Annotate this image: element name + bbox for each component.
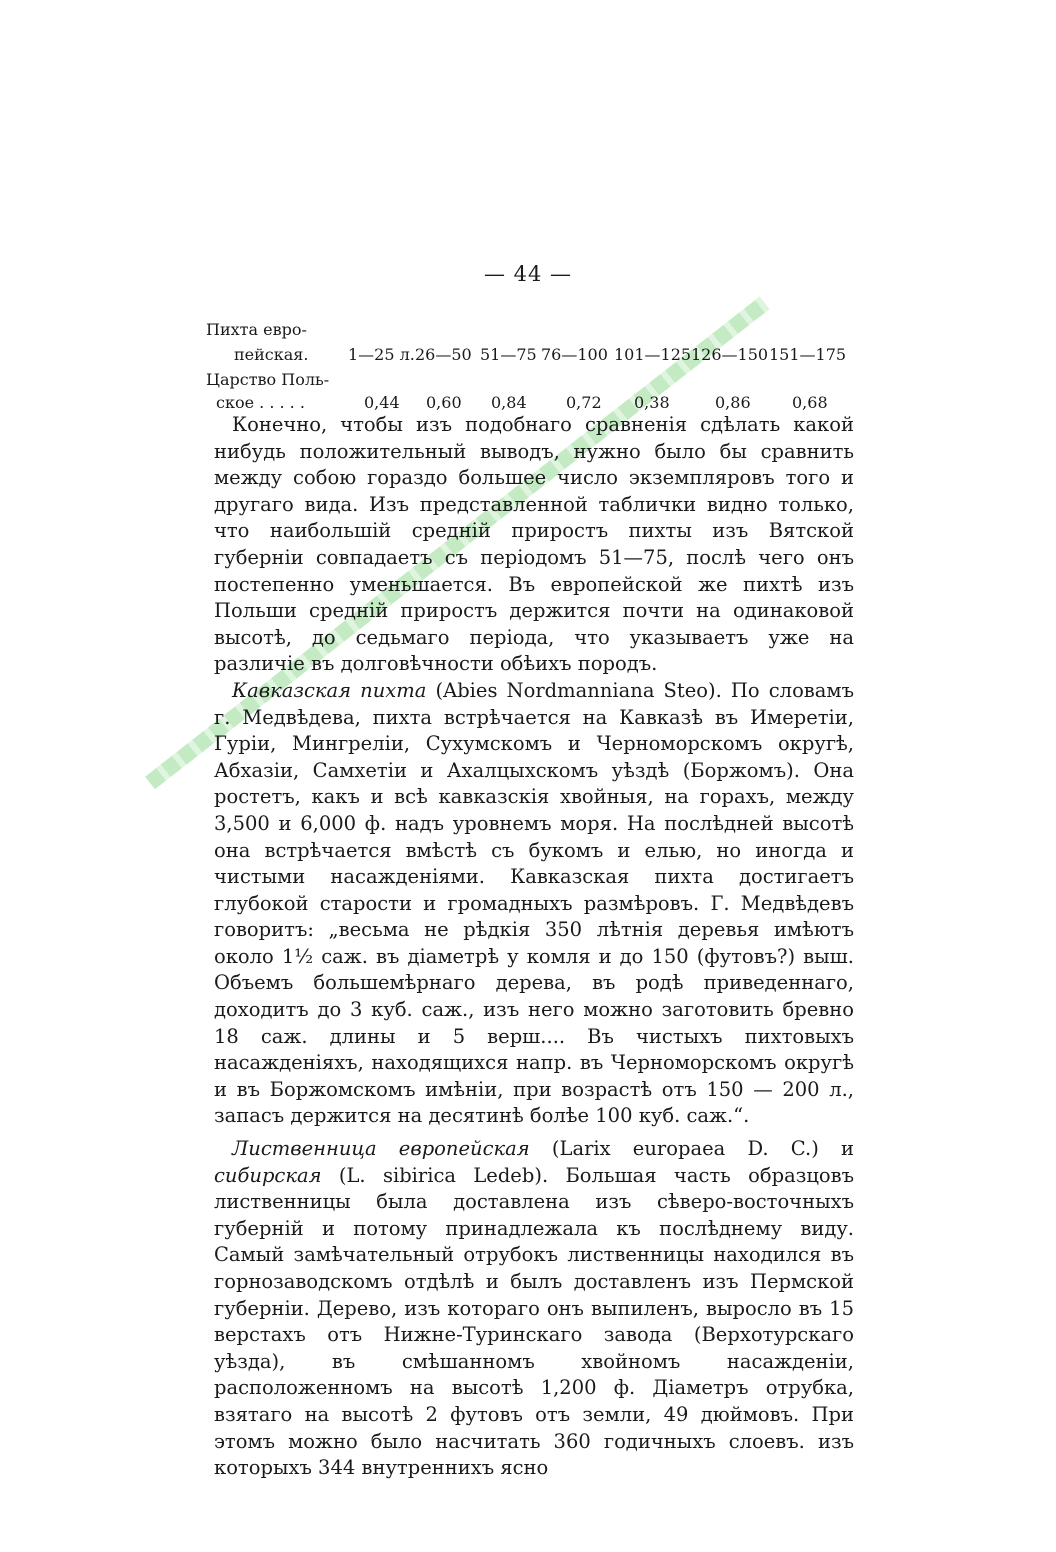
paragraph-2-text: (Abies Nordmanniana Steo). По словамъ г. Медвѣдева, пихта встрѣчается на Кавказѣ въ Имеретіи, Гуріи, Мингреліи, Сухумскомъ и Черноморскомъ округѣ, Абхазіи, Самхетіи и Ахалцыхскомъ уѣздѣ (Боржомъ). Она ростетъ, какъ и всѣ кавказскія хвойныя, на горахъ, между 3,500 и 6,000 ф. надъ уровнемъ моря. На послѣдней высотѣ она встрѣчается вмѣстѣ съ букомъ и елью, но иногда и чистыми насажденіями. Кавказская пихта достигаетъ глубокой старости и громадныхъ размѣровъ. Г. Медвѣдевъ говоритъ: „весьма не рѣдкія 350 лѣтнія деревья имѣютъ около 1½ саж. въ діаметрѣ у комля и до 150 (футовъ?) выш. Объемъ большемѣрнаго дерева, въ родѣ приведеннаго, доходитъ до 3 куб. саж., изъ него можно заготовить бревно 18 саж. длины и 5 верш.... Въ чистыхъ пихтовыхъ насажденіяхъ, находящихся напр. въ Черноморскомъ округѣ и въ Боржомскомъ имѣніи, при возрастѣ отъ 150 — 200 л., запасъ держится на десятинѣ болѣе 100 куб. саж.“.: [214, 678, 854, 1128]
page-number: — 44 —: [483, 262, 573, 286]
table-header-cell: 76—100: [541, 345, 608, 364]
paragraph-1: Конечно, чтобы изъ подобнаго сравненія сдѣлать какой нибудь положительный выводъ, нужно было бы сравнить между собою гораздо большее число экземпляровъ того и другаго вида. Изъ представленной таблички видно только, что наибольшій средній приростъ пихты изъ Вятской губерніи совпадаетъ съ періодомъ 51—75, послѣ чего онъ постепенно уменьшается. Въ европейской же пихтѣ изъ Польши средній приростъ держится почти на одинаковой высотѣ, до седьмаго періода, что указываетъ уже на различіе въ долговѣчности обѣихъ породъ.: [214, 413, 854, 676]
table-header-cell: 126—150: [691, 345, 769, 364]
paragraph-3-text: (L. sibirica Ledeb). Большая часть образцовъ лиственницы была доставлена изъ сѣверо-восточныхъ губерній и потому принадлежала къ послѣднему виду. Самый замѣчательный отрубокъ лиственницы находился въ горнозаводскомъ отдѣлѣ и былъ доставленъ изъ Пермской губерніи. Дерево, изъ котораго онъ выпиленъ, выросло въ 15 верстахъ отъ Нижне-Туринскаго завода (Верхотурскаго уѣзда), въ смѣшанномъ хвойномъ насажденіи, расположенномъ на высотѣ 1,200 ф. Діаметръ отрубка, взятаго на высотѣ 2 футовъ отъ земли, 49 дюймовъ. При этомъ можно было насчитать 360 годичныхъ слоевъ. изъ которыхъ 344 внутреннихъ ясно: [214, 1163, 854, 1480]
table-row1-label-a: Пихта евро-: [206, 320, 307, 339]
table-header-cell: 101—125: [614, 345, 692, 364]
table-value-cell: 0,84: [491, 393, 527, 412]
table-row2-label-b: ское . . . . .: [216, 393, 305, 412]
heading-caucasian-fir: Кавказская пихта: [232, 678, 427, 702]
heading-european-larch: Лиственница европейская: [232, 1137, 530, 1161]
table-value-cell: 0,60: [426, 393, 462, 412]
table-header-cell: 151—175: [769, 345, 847, 364]
table-row2-label-a: Царство Поль-: [206, 370, 330, 389]
table-value-cell: 0,38: [634, 393, 670, 412]
paragraph-3: [214, 1136, 854, 1482]
table-header-cell: 1—25 л.: [348, 345, 415, 364]
paragraph-3-mid: (Larix europaea D. C.) и: [529, 1137, 854, 1161]
table-header-cell: 26—50: [415, 345, 472, 364]
table-value-cell: 0,68: [792, 393, 828, 412]
table-row1-label-b: пейская.: [234, 345, 309, 364]
table-value-cell: 0,86: [715, 393, 751, 412]
table-header-cell: 51—75: [480, 345, 537, 364]
heading-siberian-larch: сибирская: [214, 1163, 322, 1187]
paragraph-2: [214, 678, 854, 1130]
body-text: [214, 412, 854, 1482]
table-value-cell: 0,72: [566, 393, 602, 412]
table-value-cell: 0,44: [364, 393, 400, 412]
